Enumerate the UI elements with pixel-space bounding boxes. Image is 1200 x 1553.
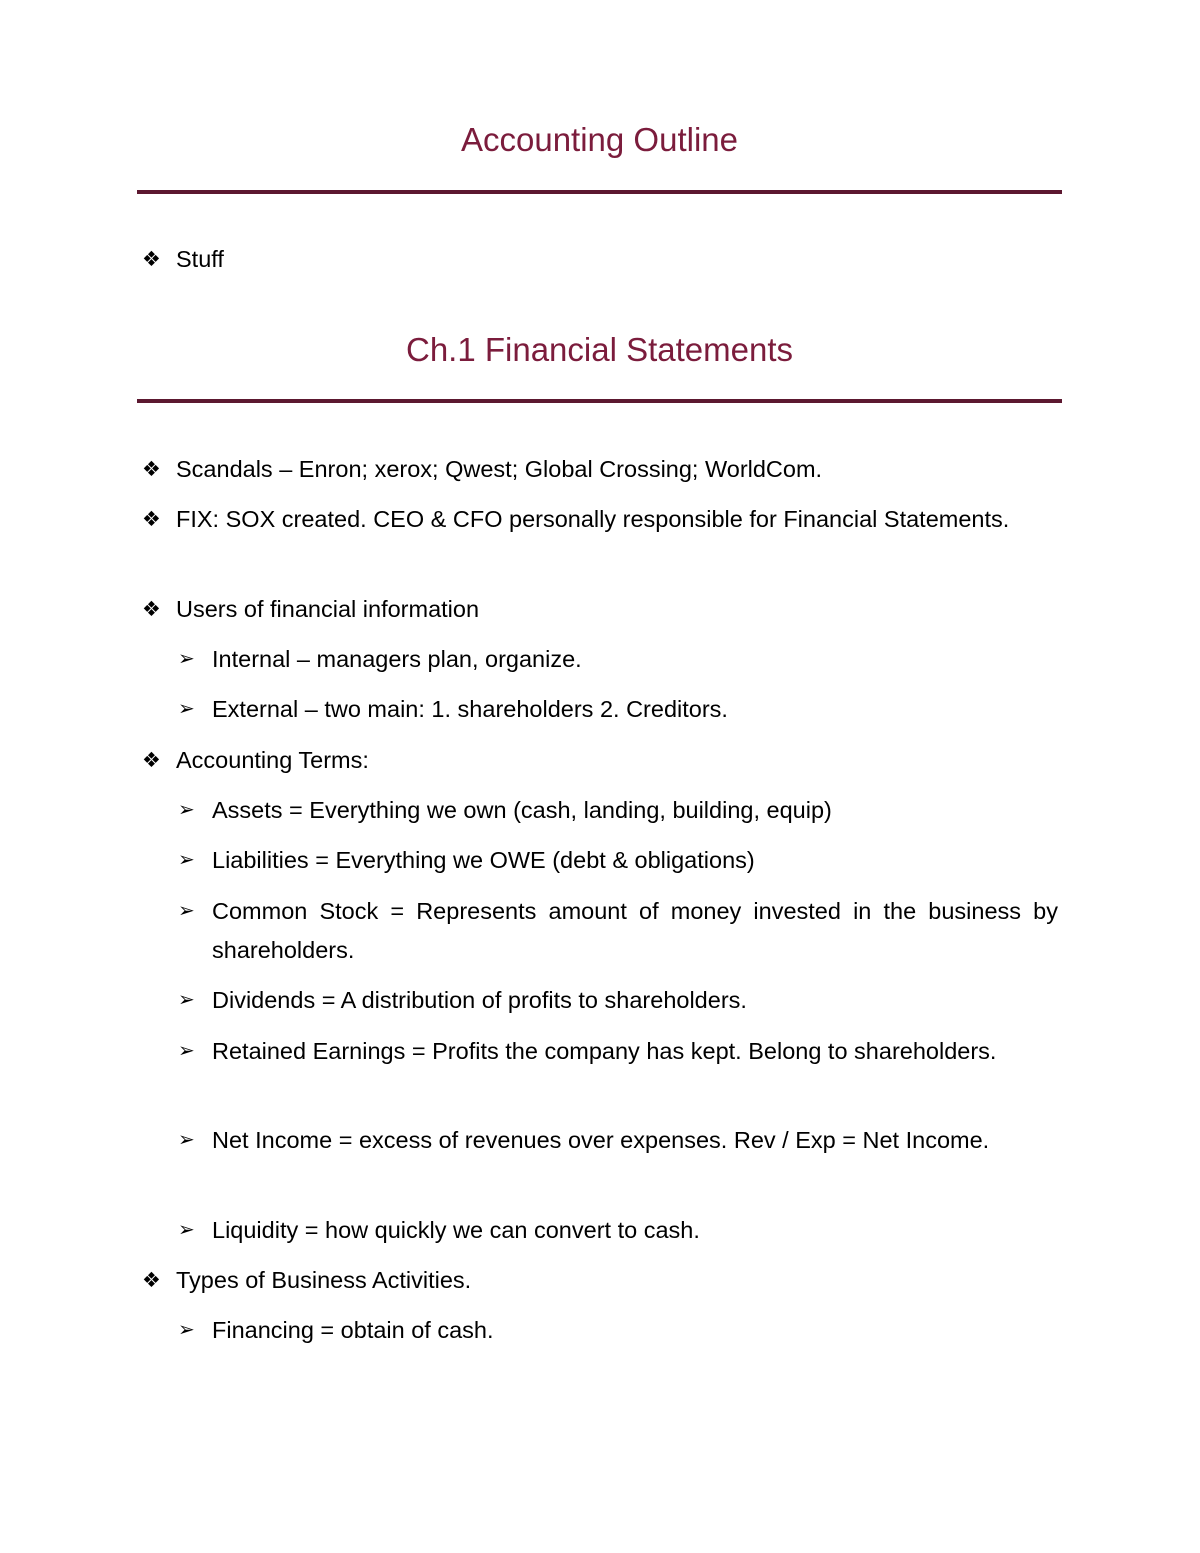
list-item: [142, 590, 1058, 629]
title-divider: [137, 190, 1062, 194]
sub-list-item: [178, 791, 1058, 830]
list-item-text: Stuff: [176, 246, 224, 272]
sub-list-item: [178, 1311, 1058, 1350]
list-item: [142, 1261, 1058, 1300]
arrow-bullet-icon: ➢: [178, 648, 195, 670]
list-item-text: FIX: SOX created. CEO & CFO personally responsible for Financial Statements.: [176, 506, 1010, 532]
list-item: [142, 500, 1058, 539]
list-item-text: Assets = Everything we own (cash, landing, building, equip): [212, 797, 832, 823]
list-item-text: Retained Earnings = Profits the company has kept. Belong to shareholders.: [212, 1038, 997, 1064]
sub-list-item: [178, 981, 1058, 1020]
arrow-bullet-icon: ➢: [178, 698, 195, 720]
arrow-bullet-icon: ➢: [178, 1319, 195, 1341]
arrow-bullet-icon: ➢: [178, 1129, 195, 1151]
list-item-text: Net Income = excess of revenues over expenses. Rev / Exp = Net Income.: [212, 1127, 990, 1153]
arrow-bullet-icon: ➢: [178, 989, 195, 1011]
diamond-bullet-icon: ❖: [142, 749, 161, 772]
arrow-bullet-icon: ➢: [178, 849, 195, 871]
list-item-text: Financing = obtain of cash.: [212, 1317, 494, 1343]
diamond-bullet-icon: ❖: [142, 598, 161, 621]
list-item-text: External – two main: 1. shareholders 2. Creditors.: [212, 696, 728, 722]
arrow-bullet-icon: ➢: [178, 900, 195, 922]
diamond-bullet-icon: ❖: [142, 458, 161, 481]
list-item-text: Liabilities = Everything we OWE (debt & obligations): [212, 847, 755, 873]
list-item: [142, 450, 1058, 489]
sub-list-item: [178, 1211, 1058, 1250]
list-item: [142, 240, 1058, 279]
sub-list-item: [178, 690, 1058, 729]
chapter-title: Ch.1 Financial Statements: [405, 331, 794, 368]
chapter-divider: [137, 399, 1062, 403]
list-item: [142, 741, 1058, 780]
list-item-text: Internal – managers plan, organize.: [212, 646, 582, 672]
sub-list-item: [178, 1032, 1058, 1071]
diamond-bullet-icon: ❖: [142, 1269, 161, 1292]
document-title: Accounting Outline: [460, 121, 738, 158]
diamond-bullet-icon: ❖: [142, 248, 161, 271]
list-item-text: Dividends = A distribution of profits to shareholders.: [212, 987, 747, 1013]
list-item-text: Types of Business Activities.: [176, 1267, 472, 1293]
list-item-text: Common Stock = Represents amount of money invested in the business by shareholders.: [212, 898, 1058, 963]
list-item-text: Accounting Terms:: [176, 747, 369, 773]
sub-list-item: [178, 841, 1058, 880]
list-item-text: Liquidity = how quickly we can convert to cash.: [212, 1217, 700, 1243]
arrow-bullet-icon: ➢: [178, 1040, 195, 1062]
sub-list-item: [178, 640, 1058, 679]
list-item-text: Users of financial information: [176, 596, 480, 622]
arrow-bullet-icon: ➢: [178, 1219, 195, 1241]
list-item-text: Scandals – Enron; xerox; Qwest; Global Crossing; WorldCom.: [176, 456, 823, 482]
sub-list-item: [178, 1121, 1058, 1160]
sub-list-item: [178, 892, 1058, 970]
arrow-bullet-icon: ➢: [178, 799, 195, 821]
diamond-bullet-icon: ❖: [142, 508, 161, 531]
